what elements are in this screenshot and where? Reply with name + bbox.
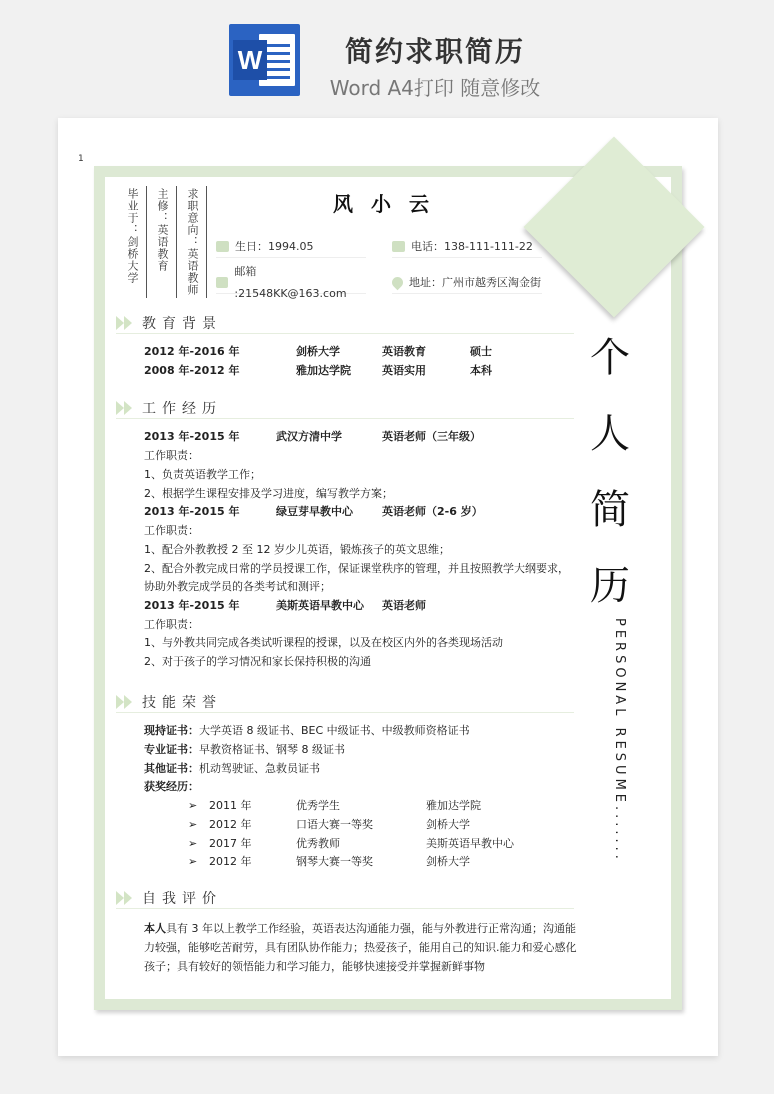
award-year: 2017 年 xyxy=(209,837,252,850)
job-company: 绿豆芽早教中心 xyxy=(276,505,353,518)
edu-period: 2008 年-2012 年 xyxy=(144,364,240,377)
award-label: 获奖经历： xyxy=(144,780,199,793)
job-period: 2013 年-2015 年 xyxy=(144,505,240,518)
side-title-char: 简 xyxy=(590,487,630,533)
duty-item: 2、根据学生课程安排及学习进度，编写教学方案； xyxy=(144,487,393,500)
self-evaluation-text xyxy=(144,919,584,976)
job-role: 英语老师（2-6 岁） xyxy=(382,505,483,518)
birth-text: 生日：1994.05 xyxy=(235,239,314,253)
section-title: 自我评价 xyxy=(142,890,222,907)
award-year: 2012 年 xyxy=(209,855,252,868)
double-chevron-icon xyxy=(116,315,134,331)
section-title: 教育背景 xyxy=(142,315,222,332)
phone-text: 电话：138-111-111-22 xyxy=(411,239,533,253)
side-title-char: 个 xyxy=(590,335,630,381)
award-org: 剑桥大学 xyxy=(426,818,470,831)
section-education xyxy=(116,312,574,334)
edu-school: 剑桥大学 xyxy=(296,345,340,358)
duty-item: 1、与外教共同完成各类试听课程的授课，以及在校区内外的各类现场活动 xyxy=(144,636,503,649)
job-role: 英语老师 xyxy=(382,599,426,612)
edu-major: 英语实用 xyxy=(382,364,426,377)
other-cert-value: 机动驾驶证、急救员证书 xyxy=(199,762,320,775)
award-org: 雅加达学院 xyxy=(426,799,481,812)
award-name: 优秀学生 xyxy=(296,799,340,812)
award-bullet: ➢ xyxy=(188,818,198,831)
graduated-from: 毕业于：剑桥大学 xyxy=(126,188,139,284)
side-title-char: 历 xyxy=(590,563,630,609)
duty-item: 2、配合外教完成日常的学员授课工作，保证课堂秩序的管理，并且按照教学大纲要求， xyxy=(144,562,569,575)
job-period: 2013 年-2015 年 xyxy=(144,430,240,443)
divider xyxy=(176,186,177,298)
pro-cert-label: 专业证书： xyxy=(144,743,199,756)
section-skills xyxy=(116,691,574,713)
pro-cert-value: 早教资格证书、钢琴 8 级证书 xyxy=(199,743,345,756)
edu-degree: 硕士 xyxy=(470,345,492,358)
double-chevron-icon xyxy=(116,890,134,906)
award-name: 钢琴大赛一等奖 xyxy=(296,855,373,868)
phone-icon xyxy=(392,241,405,252)
award-org: 剑桥大学 xyxy=(426,855,470,868)
section-work xyxy=(116,397,574,419)
divider xyxy=(146,186,147,298)
banner-title: 简约求职简历 xyxy=(344,35,525,68)
job-period: 2013 年-2015 年 xyxy=(144,599,240,612)
banner-subtitle: Word A4打印 随意修改 xyxy=(329,76,541,100)
location-pin-icon xyxy=(390,275,406,291)
duty-label: 工作职责： xyxy=(144,449,199,462)
cert-row xyxy=(144,722,470,740)
edu-school: 雅加达学院 xyxy=(296,364,351,377)
job-role: 英语老师（三年级） xyxy=(382,430,481,443)
side-title-char: 人 xyxy=(590,411,630,457)
duty-item: 1、负责英语教学工作； xyxy=(144,468,261,481)
cert-value: 大学英语 8 级证书、BEC 中级证书、中级教师资格证书 xyxy=(199,724,470,737)
edu-major: 英语教育 xyxy=(382,345,426,358)
award-year: 2012 年 xyxy=(209,818,252,831)
email-text: 邮箱 :21548KK@163.com xyxy=(234,264,347,300)
divider xyxy=(206,186,207,298)
duty-item: 协助外教完成学员的各类考试和测评； xyxy=(144,580,331,593)
award-bullet: ➢ xyxy=(188,799,198,812)
award-name: 口语大赛一等奖 xyxy=(296,818,373,831)
job-company: 武汉方清中学 xyxy=(276,430,342,443)
section-title: 技能荣誉 xyxy=(142,694,222,711)
candidate-name: 风小云 xyxy=(333,192,447,216)
phone-info xyxy=(392,236,542,258)
edu-period: 2012 年-2016 年 xyxy=(144,345,240,358)
job-company: 美斯英语早教中心 xyxy=(276,599,364,612)
self-body: 具有 3 年以上教学工作经验，英语表达沟通能力强，能与外教进行正常沟通；沟通能力较强，能够吃苦耐劳，具有团队协作能力；热爱孩子，能用自己的知识.能力和爱心感化孩子；具有较好的领悟能力和学习能力，能够快速接受并掌握新鲜事物 xyxy=(144,922,577,973)
pro-cert-row xyxy=(144,741,345,759)
award-bullet: ➢ xyxy=(188,837,198,850)
mail-icon xyxy=(216,277,228,288)
duty-item: 2、对于孩子的学习情况和家长保持积极的沟通 xyxy=(144,655,371,668)
page-number: 1 xyxy=(78,154,84,164)
duty-label: 工作职责： xyxy=(144,524,199,537)
award-year: 2011 年 xyxy=(209,799,252,812)
double-chevron-icon xyxy=(116,400,134,416)
word-letter: W xyxy=(233,40,267,80)
award-org: 美斯英语早教中心 xyxy=(426,837,514,850)
other-cert-row xyxy=(144,760,320,778)
job-intention: 求职意向：英语教师 xyxy=(186,188,199,296)
address-text: 地址：广州市越秀区淘金街 xyxy=(409,275,541,289)
section-title: 工作经历 xyxy=(142,400,222,417)
double-chevron-icon xyxy=(116,694,134,710)
self-lead: 本人 xyxy=(144,922,166,935)
duty-label: 工作职责： xyxy=(144,618,199,631)
birth-info xyxy=(216,236,366,258)
edu-degree: 本科 xyxy=(470,364,492,377)
award-bullet: ➢ xyxy=(188,855,198,868)
word-logo-icon xyxy=(229,24,300,96)
personal-resume-vertical: PERSONAL RESUME....... xyxy=(612,618,627,863)
major: 主修：英语教育 xyxy=(156,188,169,272)
calendar-icon xyxy=(216,241,229,252)
address-info xyxy=(392,272,542,294)
cert-label: 现持证书： xyxy=(144,724,199,737)
award-name: 优秀教师 xyxy=(296,837,340,850)
email-info xyxy=(216,264,366,300)
section-self-evaluation xyxy=(116,887,574,909)
other-cert-label: 其他证书： xyxy=(144,762,199,775)
duty-item: 1、配合外教教授 2 至 12 岁少儿英语，锻炼孩子的英文思维； xyxy=(144,543,450,556)
